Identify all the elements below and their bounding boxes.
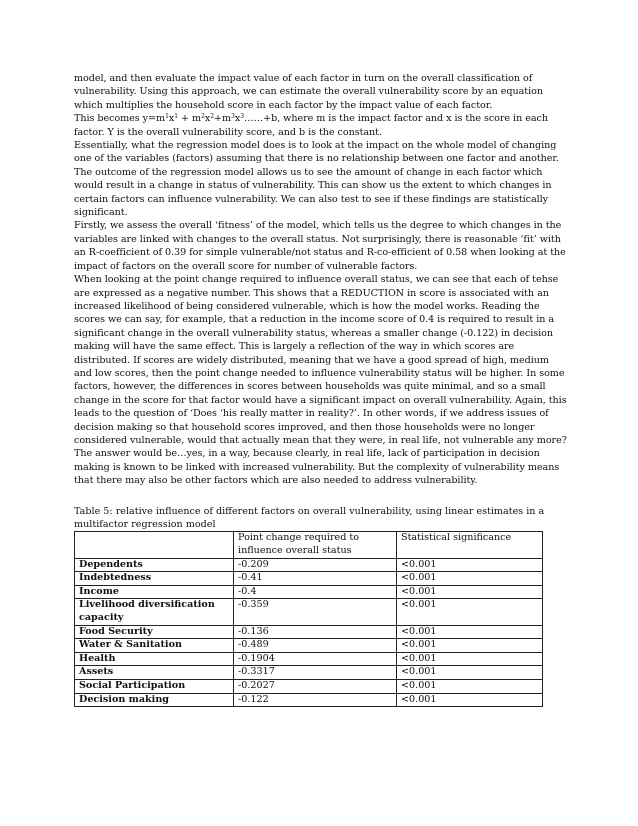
table-row xyxy=(75,693,543,707)
change-cell: -0.136 xyxy=(234,625,397,639)
factor-cell: Health xyxy=(75,652,234,666)
significance-cell: <0.001 xyxy=(397,572,543,586)
paragraph-equation xyxy=(74,112,568,139)
table-row xyxy=(75,679,543,693)
change-cell: -0.41 xyxy=(234,572,397,586)
factor-cell: Decision making xyxy=(75,693,234,707)
significance-cell: <0.001 xyxy=(397,679,543,693)
table-row xyxy=(75,625,543,639)
paragraph-outcome: The outcome of the regression model allows us to see the amount of change in each factor which would result in a change in status of vulnerability. This can show us the extent to which changes in certain factors can influence vulnerability. We can also test to see if these findings are statistically significant. xyxy=(74,166,552,219)
significance-cell: <0.001 xyxy=(397,558,543,572)
table-caption: Table 5: relative influence of different factors on overall vulnerability, using linear estimates in a multifactor regression model xyxy=(74,505,545,530)
table-row xyxy=(75,639,543,653)
significance-cell: <0.001 xyxy=(397,599,543,625)
significance-cell: <0.001 xyxy=(397,625,543,639)
equation-var: x xyxy=(204,113,211,125)
change-cell: -0.359 xyxy=(234,599,397,625)
significance-cell: <0.001 xyxy=(397,585,543,599)
table-row xyxy=(75,585,543,599)
significance-cell: <0.001 xyxy=(397,639,543,653)
influence-table xyxy=(74,531,543,707)
table-row xyxy=(75,599,543,625)
equation-prefix: This becomes y=m xyxy=(74,113,166,125)
equation-sup: 2 xyxy=(210,113,215,121)
factor-cell: Livelihood diversification capacity xyxy=(75,599,234,625)
equation-sup: 1 xyxy=(174,113,179,121)
table-row xyxy=(75,652,543,666)
significance-cell: <0.001 xyxy=(397,652,543,666)
change-cell: -0.122 xyxy=(234,693,397,707)
significance-cell: <0.001 xyxy=(397,666,543,680)
paragraph-fitness: Firstly, we assess the overall ‘fitness’ of the model, which tells us the degree to which changes in the variables are linked with changes to the overall status. Not surprisingly, there is reasonable ‘fit’ with an R-coefficient of 0.39 for simple vulnerable/not status and R-co-efficient of 0.58 when looking at the impact of factors on the overall score for number of vulnerable factors. xyxy=(74,220,566,272)
equation-plus: + m xyxy=(178,113,202,125)
change-cell: -0.3317 xyxy=(234,666,397,680)
equation-var: x xyxy=(234,113,241,125)
factor-cell: Indebtedness xyxy=(75,572,234,586)
factor-cell: Water & Sanitation xyxy=(75,639,234,653)
table-header-row xyxy=(75,532,543,558)
body-text xyxy=(74,72,568,488)
equation-var: x xyxy=(168,113,175,125)
factor-cell: Food Security xyxy=(75,625,234,639)
table-row xyxy=(75,558,543,572)
equation-sup: 1 xyxy=(165,113,169,121)
paragraph-method: model, and then evaluate the impact value of each factor in turn on the overall classification of vulnerability. Using this approach, we can estimate the overall vulnerability score by an equation which multiplies the household score in each factor by the impact value of each factor. xyxy=(74,73,543,111)
change-cell: -0.2027 xyxy=(234,679,397,693)
equation-rest: ……+b, where m is the impact factor and x is the score in each factor. Y is the overall vulnerability score, and b is the constant. xyxy=(74,113,548,138)
table-row xyxy=(75,572,543,586)
factor-cell: Assets xyxy=(75,666,234,680)
factor-cell: Income xyxy=(75,585,234,599)
paragraph-point-change: When looking at the point change required to influence overall status, we can see that each of tehse are expressed as a negative number. This shows that a REDUCTION in score is associated with an increased likelihood of being considered vulnerable, which is how the model works. Reading the scores we can say, for example, that a reduction in the income score of 0.4 is required to result in a significant change in the overall vulnerability status, whereas a smaller change (-0.122) in decision making will have the same effect. This is largely a reflection of the way in which scores are distributed. If scores are widely distributed, meaning that we have a good spread of high, medium and low scores, then the point change needed to influence vulnerability status will be higher. In some factors, however, the differences in scores between households was quite minimal, and so a small change in the score for that factor would have a significant impact on overall vulnerability. Again, this leads to the question of ‘Does ‘his really matter in reality?’. In other words, if we address issues of decision making so that household scores improved, and then those households were no longer considered vulnerable, would that actually mean that they were, in real life, not vulnerable any more? The answer would be…yes, in a way, because clearly, in real life, lack of participation in decision making is known to be linked with increased vulnerability. But the complexity of vulnerability means that there may also be other factors which are also needed to address vulnerability. xyxy=(74,274,567,487)
equation-sup: 2 xyxy=(201,113,205,121)
factor-cell: Social Participation xyxy=(75,679,234,693)
equation-sup: 3 xyxy=(231,113,235,121)
significance-cell: <0.001 xyxy=(397,693,543,707)
header-cell-factor xyxy=(75,532,234,558)
header-cell-significance: Statistical significance xyxy=(397,532,543,558)
change-cell: -0.1904 xyxy=(234,652,397,666)
change-cell: -0.489 xyxy=(234,639,397,653)
change-cell: -0.209 xyxy=(234,558,397,572)
equation-sup: 3 xyxy=(240,113,244,121)
equation-plus: +m xyxy=(214,113,232,125)
factor-cell: Dependents xyxy=(75,558,234,572)
table-row xyxy=(75,666,543,680)
paragraph-regression: Essentially, what the regression model does is to look at the impact on the whole model of changing one of the variables (factors) assuming that there is no relationship between one factor and another. xyxy=(74,140,559,165)
change-cell: -0.4 xyxy=(234,585,397,599)
header-cell-change: Point change required to influence overall status xyxy=(234,532,397,558)
